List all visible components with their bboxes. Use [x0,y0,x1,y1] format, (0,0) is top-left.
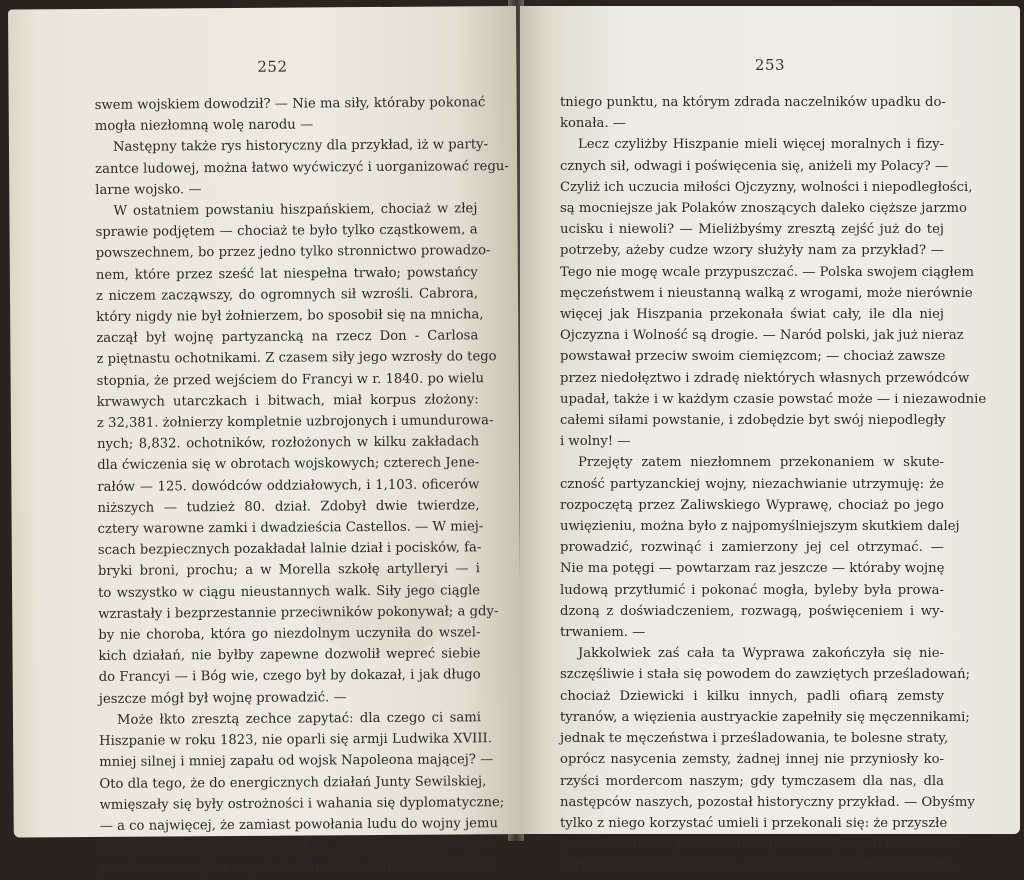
text-line: rałów — 125. dowódców oddziałowych, i 1,103. oficerów [97,476,480,495]
text-line: Jakkolwiek zaś cała ta Wyprawa zakończyła się nie- [578,646,944,662]
text-line: dzoną z doświadczeniem, rozwagą, poświęceniem i wy- [560,603,944,619]
right-page-number: 253 [754,56,786,74]
text-line: wzrastały i bezprzestannie przeciwników pokonywał; a gdy- [98,604,499,622]
text-line: prowadzić, rozwinąć i zamierzony jej cel otrzymać. — [560,540,944,556]
text-line: niższych — tudzież 80. dział. Zdobył dwie twierdze, [97,498,480,516]
text-line: kich działań, nie byłby zapewne dozwolił wepreć siebie [98,646,481,665]
text-line: rozpoczętą przez Zaliwskiego Wyprawę, chociaż po jego [560,497,944,513]
text-line: sprawie podjętem — chociaż te było tylko cząstkowem, a [95,222,478,241]
text-line: przez niedołęztwo i zdradę niektórych własnych przewódców [560,370,970,386]
text-line: stopnia, że przed wejściem do Francyi w r. 1840. po wielu [96,370,485,389]
text-line: uwięzieniu, można było z najpomyślniejszym skutkiem dalej [560,519,960,535]
text-line: Lecz czyliżby Hiszpanie mieli więcej moralnych i fizy- [578,137,944,153]
text-line: Tego nie mogę wcale przypuszczać. — Polska swojem ciągłem [560,264,975,280]
text-line: tniego punktu, na którym zdrada naczelników upadku do- [560,95,946,110]
text-line: — a co najwięcej, że zamiast powołania ludu do wojny jemu [99,816,498,834]
text-line: by nie choroba, która go niezdolnym uczyniła do wszel- [98,625,481,644]
text-line: z piętnastu ochotnikami. Z czasem siły jego wzrosły do tego [96,349,497,368]
text-line: tyranów, a więzienia austryackie zapełniły się męczennikami; [560,709,970,725]
text-line: tylko z niego korzystać umieli i przekonali się: że przyszłe [560,815,948,831]
text-line: mogła niezłomną wolę narodu — [94,117,314,135]
text-line: rzyści mordercom naszym; gdy tymczasem dla nas, dla [560,773,944,789]
text-line: Przejęty zatem niezłomnem przekonaniem w skute- [578,455,944,471]
text-line: powstawał przeciw swoim ciemięzcom; — chociaż zawsze [560,349,946,365]
text-line: powierzono wojsku regularnemu, które cofnęło się do osta- [99,858,496,877]
text-line: dla ćwiczenia się w obrotach wojskowych; czterech Jene- [97,455,480,474]
text-line: Czyliż ich uczucia miłości Ojczyzny, wolności i niepodległości, [560,179,973,195]
text-line: Nie ma potęgi — powtarzam raz jeszcze — któraby wojnę [560,561,945,577]
left-page-text [94,92,509,879]
text-line: trwaniem. — [560,625,646,641]
text-line: zaczął był wojnę partyzancką na rzecz Don - Carlosa [96,328,479,347]
text-line: to wszystko w ciągu nieustannych walk. Siły jego ciągle [98,582,481,601]
right-page-text [560,92,987,877]
text-line: swem wojskiem dowodził? — Nie ma siły, któraby pokonać [94,95,486,113]
text-line: nem, które przez sześć lat niespełna trwało; powstańcy [95,264,478,283]
text-line: larne wojsko. — [95,182,202,198]
text-line: chociaż Dziewicki i kilku innych, padli ofiarą zemsty [560,688,944,704]
text-line: nych; 8,832. ochotników, rozłożonych w kilku zakładach [97,434,480,453]
text-line: wmięszały się były ostrożności i wahania się dyplomatyczne; [99,794,505,813]
text-line: ludową przytłumić i pokonać mogła, byleby była prowa- [560,582,944,598]
text-line: konała. — [560,116,626,132]
text-line: jeszcze mógł był wojnę prowadzić. — [98,689,347,707]
text-line: powstanie Polski powinno nastąpić w większych mierównie [560,837,957,853]
text-line: cztery warowne zamki i dwadzieścia Castellos. — W miej- [97,519,484,537]
text-line: Hiszpanie w roku 1823, nie oparli się armji Ludwika XVIII. [99,731,492,750]
left-page [8,6,522,877]
text-line: bryki broni, prochu; a w Morella szkołę artylleryi — i [97,561,480,580]
text-line: ucisku i niewoli? — Mieliżbyśmy zresztą zejść już do tej [560,222,944,238]
text-line: który nigdy nie był żołnierzem, bo sposobił się na mnicha, [96,307,484,325]
text-line: potrzeby, ażeby cudze wzory służyły nam za przykład? — [560,243,944,259]
text-line: czność partyzanckiej wojny, niezachwianie utrzymuję: że [560,476,944,492]
text-line: jednak te męczeństwa i prześladowania, te bolesne straty, [560,731,949,747]
text-line: W ostatniem powstaniu hiszpańskiem, chociaż w złej [113,201,478,219]
text-line: powszechnem, bo przez jedno tylko stronnictwo prowadzo- [95,243,491,262]
text-line: z niczem zacząwszy, do ogromnych sił wzrośli. Cabrora, [95,286,479,304]
text-line: scach bezpiecznych pozakładał lalnie dział i pocisków, fa- [97,540,482,559]
text-line: rozmiarach jak było dotąd, nie wyłączając żadnego zaboru; [560,858,955,874]
text-line: mniej silnej i mniej zapału od wojsk Napoleona mającej? — [99,752,494,771]
text-line: następców naszych, pozostał historyczny przykład. — Obyśmy [560,794,975,810]
text-line: do Francyi — i Bóg wie, czego był by dokazał, i jak długo [98,667,481,686]
text-line: całemi siłami powstanie, i zdobędzie byt swój niepodległy [560,413,946,429]
text-line: krwawych utarczkach i bitwach, miał korpus złożony: [96,392,479,410]
text-line: szczęśliwie i stała się powodem do zawziętych prześladowań; [560,667,971,683]
text-line: Ojczyzna i Wolność są drogie. — Naród polski, jak już nieraz [560,328,964,344]
text-line: męczeństwem i nieustanną walką z wrogami, może nierównie [560,285,973,301]
left-page-number: 252 [257,57,288,76]
text-line: z 32,381. żołnierzy kompletnie uzbrojonych i umundurowa- [96,413,494,431]
text-line: cznych sił, odwagi i poświęcenia się, aniżeli my Polacy? — [560,158,949,174]
text-line: upadał, także i w każdym czasie powstać może — i niezawodnie [560,391,987,407]
text-line: więcej jak Hiszpania przekonała świat cały, ile dla niej [560,307,944,323]
text-line: są mocniejsze jak Polaków znoszących daleko cięższe jarzmo [560,201,967,217]
right-page [520,6,1020,874]
text-line: oprócz nasycenia zemsty, żadnej innej nie przyniosły ko- [560,752,944,768]
text-line: Oto dla tego, że do energicznych działań Junty Sewilskiej, [99,773,487,792]
text-line: Może łkto zresztą zechce zapytać: dla czego ci sami [116,710,482,728]
text-line: Następny także rys historyczny dla przykład, iż w party- [112,137,489,156]
text-line: zantce ludowej, można łatwo wyćwiczyć i uorganizować regu- [95,158,509,177]
text-line: i wolny! — [560,434,631,450]
text-line: właściwej, do wojny partyzanckiej, całą ufność i zbawienie [99,837,492,856]
